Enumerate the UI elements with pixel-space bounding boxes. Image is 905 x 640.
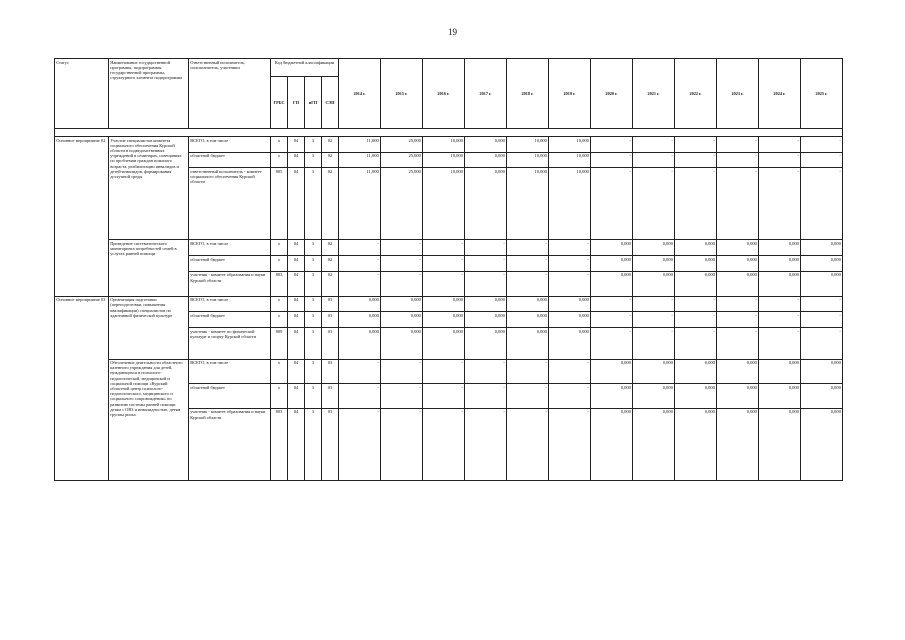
value-cell: 11,000 [339, 168, 381, 240]
value-cell: 25,000 [381, 137, 423, 153]
value-cell: 0,000 [465, 328, 507, 359]
value-cell: - [465, 359, 507, 384]
value-cell: 10,000 [549, 168, 591, 240]
value-cell: 0,000 [675, 384, 717, 409]
value-cell: - [339, 408, 381, 480]
code-cell: х [271, 240, 288, 256]
value-cell: 0,000 [759, 271, 801, 296]
value-cell: - [591, 168, 633, 240]
value-cell: 0,000 [717, 384, 759, 409]
table-row [55, 359, 843, 384]
code-cell: 04 [288, 271, 305, 296]
value-cell: 0,000 [801, 271, 843, 296]
value-cell: 0,000 [633, 384, 675, 409]
value-cell: 10,000 [507, 137, 549, 153]
value-cell: 0,000 [549, 296, 591, 312]
value-cell: 0,000 [465, 312, 507, 328]
executor-cell: участник - комитет по физической культуре и спорту Курской области [189, 328, 271, 359]
value-cell: - [381, 384, 423, 409]
code-cell: 805 [271, 168, 288, 240]
code-cell: 04 [288, 312, 305, 328]
code-cell: 3 [305, 240, 322, 256]
value-cell: 0,000 [591, 408, 633, 480]
code-cell: х [271, 137, 288, 153]
value-cell: 10,000 [423, 137, 465, 153]
value-cell: 10,000 [507, 168, 549, 240]
code-cell: 04 [288, 137, 305, 153]
value-cell: - [339, 384, 381, 409]
value-cell: 0,000 [717, 256, 759, 272]
executor-cell: ВСЕГО, в том числе [189, 137, 271, 153]
value-cell: 11,000 [339, 152, 381, 168]
status-cell: Основное мероприятие 02 [55, 137, 109, 297]
code-cell: 3 [305, 384, 322, 409]
code-cell: 04 [288, 384, 305, 409]
value-cell: - [423, 271, 465, 296]
code-cell: х [271, 296, 288, 312]
code-cell: 3 [305, 328, 322, 359]
value-cell: - [717, 312, 759, 328]
value-cell: 0,000 [717, 359, 759, 384]
value-cell: 0,000 [717, 408, 759, 480]
value-cell: - [717, 296, 759, 312]
value-cell: 10,000 [507, 152, 549, 168]
value-cell: - [801, 152, 843, 168]
value-cell: 0,000 [801, 359, 843, 384]
value-cell: - [423, 240, 465, 256]
code-cell: 803 [271, 271, 288, 296]
code-cell: 03 [322, 296, 339, 312]
table-row [55, 240, 843, 256]
value-cell: 0,000 [675, 256, 717, 272]
value-cell: - [549, 240, 591, 256]
value-cell: 10,000 [423, 168, 465, 240]
value-cell: - [381, 240, 423, 256]
header-year: 2022 г. [675, 59, 717, 129]
budget-table [54, 58, 843, 481]
value-cell: - [465, 384, 507, 409]
header-code-sep: СЭП [322, 77, 339, 129]
code-cell: 02 [322, 240, 339, 256]
header-year: 2015 г. [381, 59, 423, 129]
value-cell: 0,000 [507, 312, 549, 328]
value-cell: - [423, 384, 465, 409]
code-cell: х [271, 312, 288, 328]
value-cell: - [591, 137, 633, 153]
value-cell: - [381, 359, 423, 384]
value-cell: 0,000 [759, 256, 801, 272]
header-executor: Ответственный исполнитель, соисполнитель, участники [189, 59, 271, 129]
value-cell: 0,000 [675, 408, 717, 480]
value-cell: - [549, 408, 591, 480]
value-cell: - [633, 152, 675, 168]
code-cell: 03 [322, 328, 339, 359]
item-name-cell: Проведение систематического мониторинга потребностей семей в услугах ранней помощи [109, 240, 189, 296]
value-cell: - [507, 271, 549, 296]
value-cell: - [339, 240, 381, 256]
value-cell: - [675, 312, 717, 328]
value-cell: - [423, 359, 465, 384]
executor-cell: ВСЕГО, в том числе [189, 359, 271, 384]
code-cell: 02 [322, 271, 339, 296]
value-cell: - [717, 168, 759, 240]
value-cell: 0,000 [801, 408, 843, 480]
executor-cell: областной бюджет [189, 312, 271, 328]
value-cell: - [801, 296, 843, 312]
code-cell: х [271, 359, 288, 384]
value-cell: 0,000 [465, 168, 507, 240]
code-cell: 02 [322, 137, 339, 153]
value-cell: 0,000 [591, 384, 633, 409]
page-number: 19 [448, 27, 457, 37]
value-cell: - [675, 168, 717, 240]
value-cell: 25,000 [381, 168, 423, 240]
value-cell: - [717, 152, 759, 168]
value-cell: - [381, 408, 423, 480]
value-cell: 10,000 [549, 152, 591, 168]
value-cell: - [801, 312, 843, 328]
value-cell: 0,000 [465, 152, 507, 168]
value-cell: - [675, 137, 717, 153]
value-cell: 0,000 [591, 240, 633, 256]
value-cell: 0,000 [339, 328, 381, 359]
value-cell: 0,000 [717, 240, 759, 256]
header-budget-code: Код бюджетной классификации [271, 59, 339, 77]
value-cell: 0,000 [339, 296, 381, 312]
table-row [55, 296, 843, 312]
value-cell: 0,000 [675, 359, 717, 384]
value-cell: 0,000 [801, 240, 843, 256]
value-cell: - [675, 296, 717, 312]
value-cell: - [591, 312, 633, 328]
value-cell: 0,000 [675, 240, 717, 256]
code-cell: 02 [322, 256, 339, 272]
value-cell: - [423, 256, 465, 272]
value-cell: - [507, 408, 549, 480]
item-name-cell: Организация подготовки (переподготовки, повышения квалификации) специалистов по адаптивной физической культуре [109, 296, 189, 359]
value-cell: - [549, 359, 591, 384]
value-cell: - [381, 271, 423, 296]
code-cell: 04 [288, 296, 305, 312]
code-cell: 04 [288, 256, 305, 272]
header-year: 2018 г. [507, 59, 549, 129]
value-cell: 0,000 [717, 271, 759, 296]
status-cell: Основное мероприятие 03 [55, 296, 109, 480]
value-cell: - [759, 137, 801, 153]
value-cell: - [591, 152, 633, 168]
value-cell: - [591, 328, 633, 359]
code-cell: 3 [305, 271, 322, 296]
value-cell: 0,000 [339, 312, 381, 328]
value-cell: 0,000 [465, 137, 507, 153]
value-cell: - [717, 328, 759, 359]
header-code-grbs: ГРБС [271, 77, 288, 129]
value-cell: - [339, 256, 381, 272]
value-cell: - [759, 168, 801, 240]
value-cell: - [465, 271, 507, 296]
value-cell: - [759, 328, 801, 359]
code-cell: 04 [288, 168, 305, 240]
value-cell: 0,000 [633, 359, 675, 384]
code-cell: 03 [322, 384, 339, 409]
code-cell: 03 [322, 408, 339, 480]
value-cell: 0,000 [507, 328, 549, 359]
value-cell: 0,000 [381, 312, 423, 328]
header-name: Наименование государственной программы, подпрограммы государственной программы, структурного элемента подпрограммы [109, 59, 189, 129]
value-cell: 0,000 [801, 384, 843, 409]
value-cell: - [675, 328, 717, 359]
value-cell: 0,000 [591, 359, 633, 384]
executor-cell: ВСЕГО, в том числе [189, 240, 271, 256]
header-year: 2023 г. [717, 59, 759, 129]
value-cell: - [633, 328, 675, 359]
code-cell: 04 [288, 328, 305, 359]
header-status: Статус [55, 59, 109, 129]
executor-cell: областной бюджет [189, 256, 271, 272]
value-cell: 11,000 [339, 137, 381, 153]
value-cell: - [549, 256, 591, 272]
value-cell: - [339, 271, 381, 296]
value-cell: - [549, 271, 591, 296]
code-cell: х [271, 384, 288, 409]
value-cell: 0,000 [675, 271, 717, 296]
executor-cell: ВСЕГО, в том числе [189, 296, 271, 312]
value-cell: - [633, 168, 675, 240]
header-year: 2021 г. [633, 59, 675, 129]
value-cell: - [717, 137, 759, 153]
item-name-cell: Участие специалистов комитета социального обеспечения Курской области в подведомственных учреждений в семинарах, совещаниях по проблемам граждан пожилого возраста, реабилитации инвалидов и детей-инвалидов, формирования доступной среды [109, 137, 189, 240]
code-cell: 04 [288, 240, 305, 256]
value-cell: - [465, 256, 507, 272]
code-cell: х [271, 256, 288, 272]
value-cell: - [381, 256, 423, 272]
value-cell: - [549, 384, 591, 409]
value-cell: - [507, 384, 549, 409]
value-cell: - [801, 137, 843, 153]
header-spacer-row [55, 129, 843, 137]
value-cell: - [423, 408, 465, 480]
value-cell: - [759, 312, 801, 328]
value-cell: 0,000 [633, 240, 675, 256]
value-cell: 10,000 [549, 137, 591, 153]
header-year: 2019 г. [549, 59, 591, 129]
code-cell: 809 [271, 328, 288, 359]
executor-cell: ответственный исполнитель - комитет социального обеспечения Курской области [189, 168, 271, 240]
executor-cell: участник - комитет образования и науки Курской области [189, 271, 271, 296]
value-cell: 0,000 [633, 271, 675, 296]
value-cell: - [507, 240, 549, 256]
value-cell: - [465, 240, 507, 256]
header-code-pgp: пГП [305, 77, 322, 129]
code-cell: 3 [305, 359, 322, 384]
value-cell: 0,000 [381, 296, 423, 312]
value-cell: - [759, 296, 801, 312]
code-cell: 3 [305, 137, 322, 153]
code-cell: 04 [288, 408, 305, 480]
value-cell: 0,000 [465, 296, 507, 312]
value-cell: - [633, 296, 675, 312]
value-cell: 0,000 [633, 408, 675, 480]
code-cell: 3 [305, 168, 322, 240]
value-cell: 0,000 [423, 312, 465, 328]
value-cell: 0,000 [759, 384, 801, 409]
value-cell: 0,000 [591, 271, 633, 296]
value-cell: 0,000 [423, 296, 465, 312]
value-cell: 0,000 [591, 256, 633, 272]
header-year: 2020 г. [591, 59, 633, 129]
code-cell: 3 [305, 296, 322, 312]
header-row-1 [55, 59, 843, 77]
code-cell: 3 [305, 152, 322, 168]
header-year: 2024 г. [759, 59, 801, 129]
code-cell: 02 [322, 168, 339, 240]
value-cell: - [339, 359, 381, 384]
value-cell: - [675, 152, 717, 168]
value-cell: - [633, 312, 675, 328]
executor-cell: участник - комитет образования и науки Курской области [189, 408, 271, 480]
code-cell: 04 [288, 359, 305, 384]
table-row [55, 137, 843, 153]
value-cell: - [591, 296, 633, 312]
value-cell: - [759, 152, 801, 168]
header-year: 2017 г. [465, 59, 507, 129]
code-cell: 03 [322, 312, 339, 328]
code-cell: 3 [305, 312, 322, 328]
code-cell: 3 [305, 408, 322, 480]
value-cell: 0,000 [549, 328, 591, 359]
value-cell: - [633, 137, 675, 153]
value-cell: 0,000 [759, 359, 801, 384]
item-name-cell: Обеспечение деятельности областного казенного учреждения для детей, нуждающихся в психолого-педагогической, медицинской и социальной помощи «Курский областной центр психолого-педагогического, медицинского и социального сопровождения» по развитию системы ранней помощи детям с ОВЗ и инвалидностью, детям группы риска [109, 359, 189, 480]
code-cell: 03 [322, 359, 339, 384]
code-cell: 803 [271, 408, 288, 480]
value-cell: 10,000 [423, 152, 465, 168]
executor-cell: областной бюджет [189, 152, 271, 168]
value-cell: 25,000 [381, 152, 423, 168]
code-cell: 02 [322, 152, 339, 168]
table-body [55, 137, 843, 481]
value-cell: 0,000 [549, 312, 591, 328]
value-cell: - [465, 408, 507, 480]
value-cell: - [507, 256, 549, 272]
header-year: 2025 г. [801, 59, 843, 129]
code-cell: 04 [288, 152, 305, 168]
value-cell: 0,000 [381, 328, 423, 359]
value-cell: 0,000 [801, 256, 843, 272]
value-cell: 0,000 [633, 256, 675, 272]
value-cell: - [801, 328, 843, 359]
code-cell: 3 [305, 256, 322, 272]
header-year: 2016 г. [423, 59, 465, 129]
value-cell: 0,000 [759, 408, 801, 480]
value-cell: 0,000 [507, 296, 549, 312]
value-cell: - [507, 359, 549, 384]
value-cell: 0,000 [423, 328, 465, 359]
header-code-gp: ГП [288, 77, 305, 129]
value-cell: 0,000 [759, 240, 801, 256]
code-cell: х [271, 152, 288, 168]
value-cell: - [801, 168, 843, 240]
header-year: 2014 г. [339, 59, 381, 129]
executor-cell: областной бюджет [189, 384, 271, 409]
